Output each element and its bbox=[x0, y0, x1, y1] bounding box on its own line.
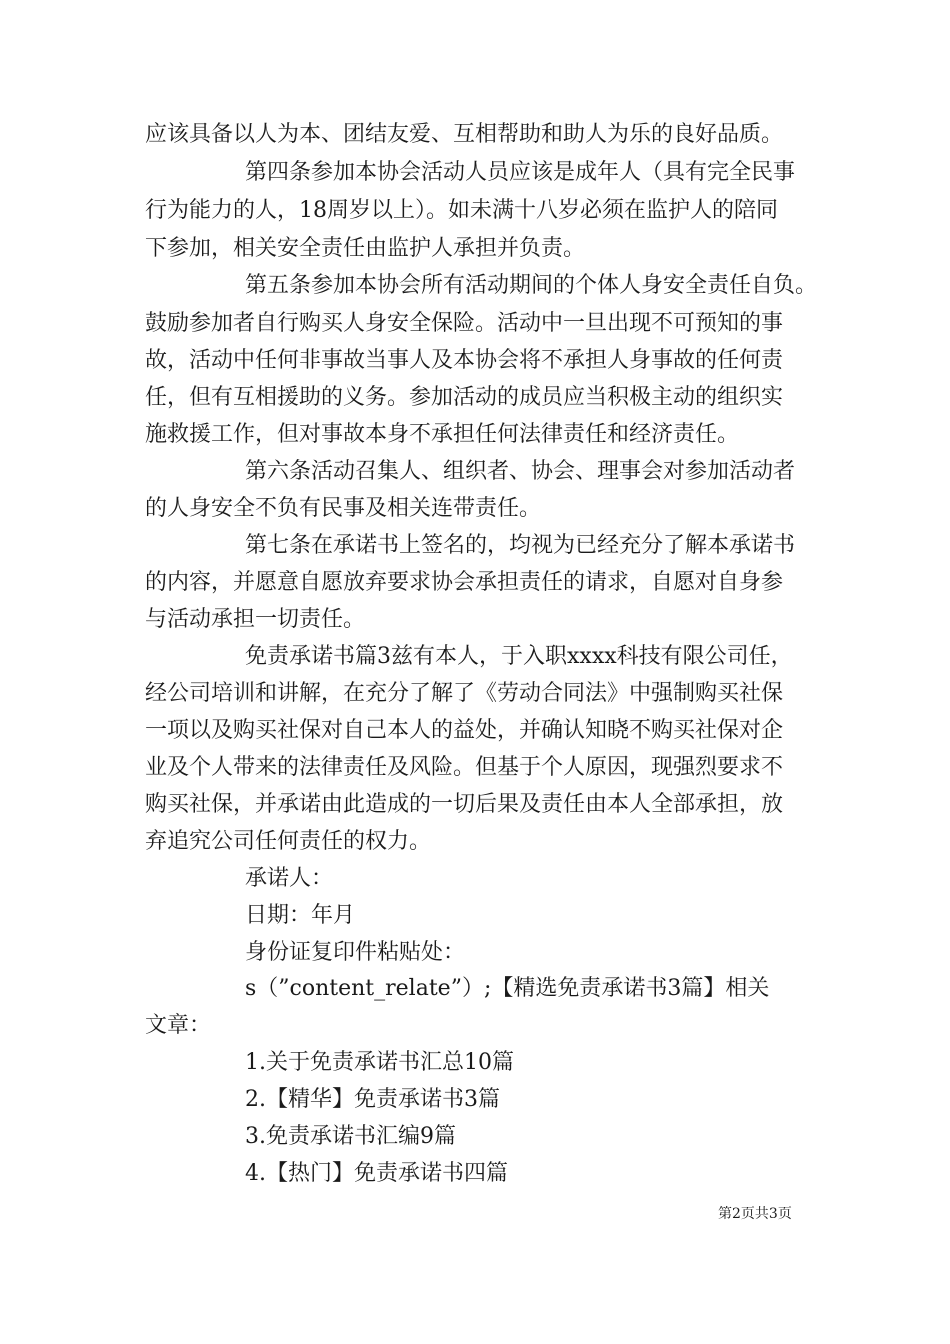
body-line: 与活动承担一切责任。 bbox=[145, 607, 366, 632]
body-line: 行为能力的人，18周岁以上）。如未满十八岁必须在监护人的陪同 bbox=[145, 198, 778, 223]
related-header: s（”content_relate”）;【精选免责承诺书3篇】相关 bbox=[245, 976, 770, 1001]
body-line: 经公司培训和讲解，在充分了解了《劳动合同法》中强制购买社保 bbox=[145, 681, 784, 706]
body-line: 应该具备以人为本、团结友爱、互相帮助和助人为乐的良好品质。 bbox=[145, 122, 784, 147]
related-header-cont: 文章： bbox=[145, 1013, 212, 1038]
date-label: 日期：年月 bbox=[245, 903, 356, 928]
body-line: 第五条参加本协会所有活动期间的个体人身安全责任自负。 bbox=[245, 273, 818, 298]
body-line: 的人身安全不负有民事及相关连带责任。 bbox=[145, 496, 542, 521]
body-line: 第七条在承诺书上签名的，均视为已经充分了解本承诺书 bbox=[245, 533, 796, 558]
body-line: 任，但有互相援助的义务。参加活动的成员应当积极主动的组织实 bbox=[145, 385, 784, 410]
body-line: 业及个人带来的法律责任及风险。但基于个人原因，现强烈要求不 bbox=[145, 755, 784, 780]
page-number: 第2页共3页 bbox=[718, 1206, 792, 1222]
body-line: 第四条参加本协会活动人员应该是成年人（具有完全民事 bbox=[245, 160, 796, 185]
body-line: 一项以及购买社保对自己本人的益处，并确认知晓不购买社保对企 bbox=[145, 718, 784, 743]
related-article-link[interactable]: 1.关于免责承诺书汇总10篇 bbox=[245, 1050, 514, 1075]
body-line: 弃追究公司任何责任的权力。 bbox=[145, 829, 432, 854]
body-line: 故，活动中任何非事故当事人及本协会将不承担人身事故的任何责 bbox=[145, 348, 784, 373]
body-line: 购买社保，并承诺由此造成的一切后果及责任由本人全部承担，放 bbox=[145, 792, 784, 817]
body-line: 免责承诺书篇3兹有本人，于入职xxxx科技有限公司任， bbox=[245, 644, 793, 669]
body-line: 的内容，并愿意自愿放弃要求协会承担责任的请求，自愿对自身参 bbox=[145, 570, 784, 595]
related-article-link[interactable]: 2.【精华】免责承诺书3篇 bbox=[245, 1087, 500, 1112]
body-line: 鼓励参加者自行购买人身安全保险。活动中一旦出现不可预知的事 bbox=[145, 311, 784, 336]
related-article-link[interactable]: 3.免责承诺书汇编9篇 bbox=[245, 1124, 456, 1149]
body-line: 施救援工作，但对事故本身不承担任何法律责任和经济责任。 bbox=[145, 422, 740, 447]
related-article-link[interactable]: 4.【热门】免责承诺书四篇 bbox=[245, 1161, 508, 1186]
id-copy-label: 身份证复印件粘贴处： bbox=[245, 940, 466, 965]
signer-label: 承诺人： bbox=[245, 866, 334, 891]
body-line: 第六条活动召集人、组织者、协会、理事会对参加活动者 bbox=[245, 459, 796, 484]
body-line: 下参加，相关安全责任由监护人承担并负责。 bbox=[145, 236, 586, 261]
